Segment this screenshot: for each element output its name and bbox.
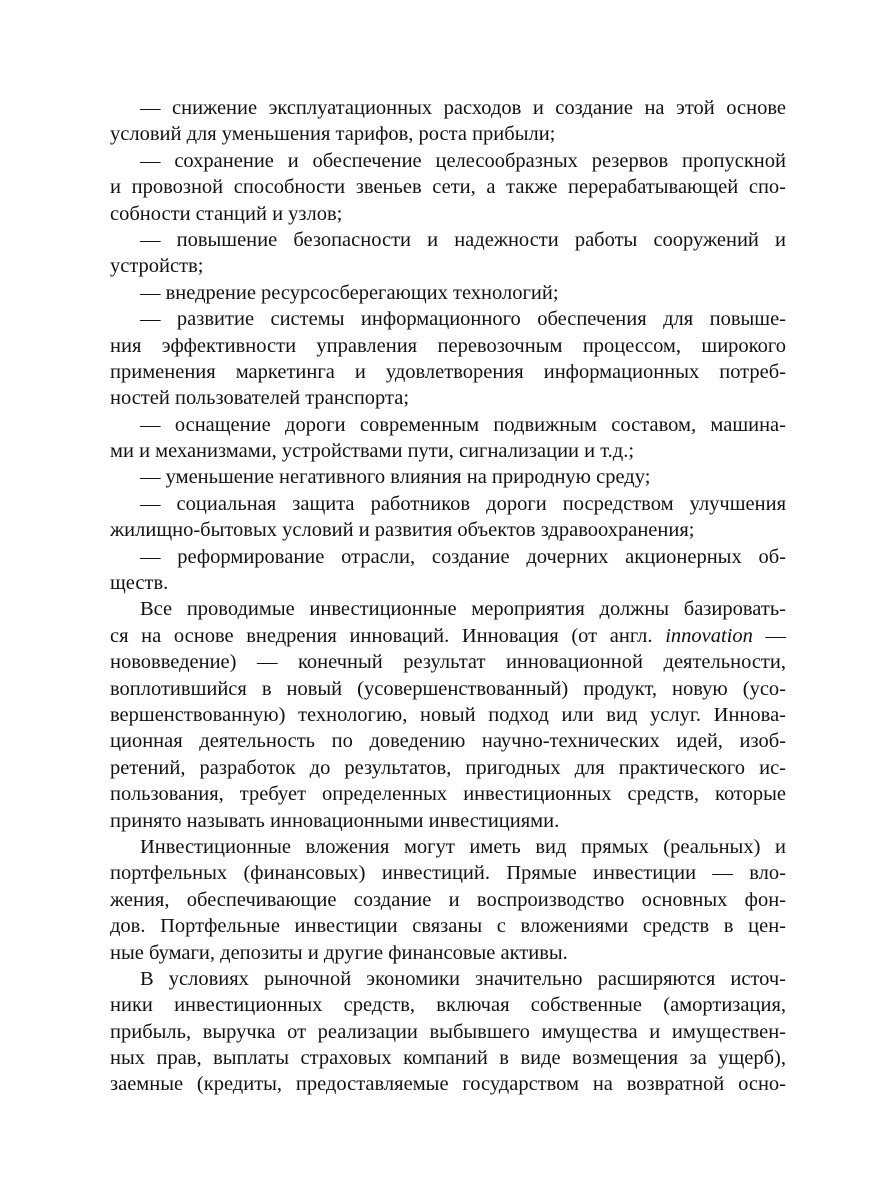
text-line: Инвестиционные вложения могут иметь вид прямых (реальных) и [140,835,786,858]
text-line: — уменьшение негативного влияния на природную среду; [140,466,651,489]
text-line: вершенствованную) технологию, новый подход или вид услуг. Иннова- [110,703,786,726]
text-line: устройств; [110,255,204,278]
document-page [110,95,786,1098]
text-line: собности станций и узлов; [110,202,343,225]
text-line: — реформирование отрасли, создание дочерних акционерных об- [140,545,786,568]
text-line: — внедрение ресурсосберегающих технологий; [140,281,559,304]
text-line: ных прав, выплаты страховых компаний в виде возмещения за ущерб), [110,1047,786,1070]
text-line: портфельных (финансовых) инвестиций. Прямые инвестиции — вло- [110,862,786,885]
text-line: ществ. [110,572,169,595]
text-line: ся на основе внедрения инноваций. Инновация (от англ. innovation — [110,624,787,647]
text-line: ные бумаги, депозиты и другие финансовые активы. [110,941,568,964]
text-line: применения маркетинга и удовлетворения информационных потреб- [110,360,786,383]
text-line: ретений, разработок до результатов, пригодных для практического ис- [110,756,786,779]
text-line: ния эффективности управления перевозочным процессом, широкого [110,334,786,357]
text-line: и провозной способности звеньев сети, а также перерабатывающей спо- [110,176,786,199]
text-line: прибыль, выручка от реализации выбывшего имущества и имуществен- [110,1020,786,1043]
text-line: ники инвестиционных средств, включая собственные (амортизация, [110,994,786,1017]
english-term: innovation [665,624,753,647]
text-line: ционная деятельность по доведению научно-технических идей, изоб- [110,730,786,753]
text-line: В условиях рыночной экономики значительно расширяются источ- [140,967,786,990]
text-line: заемные (кредиты, предоставляемые государством на возвратной осно- [110,1073,786,1096]
text-line: — сохранение и обеспечение целесообразных резервов пропускной [140,149,786,172]
text-line: принято называть инновационными инвестициями. [110,809,560,832]
text-line: воплотившийся в новый (усовершенствованный) продукт, новую (усо- [110,677,786,700]
text-line: Все проводимые инвестиционные мероприятия должны базировать- [140,598,786,621]
text-line: — повышение безопасности и надежности работы сооружений и [140,228,786,251]
text-line: дов. Портфельные инвестиции связаны с вложениями средств в цен- [110,915,786,938]
text-line: — снижение эксплуатационных расходов и создание на этой основе [140,97,786,119]
text-line: ностей пользователей транспорта; [110,387,410,410]
text-line: условий для уменьшения тарифов, роста прибыли; [110,123,556,146]
text-line: жилищно-бытовых условий и развития объектов здравоохранения; [110,519,695,542]
text-line: пользования, требует определенных инвестиционных средств, которые [110,783,786,806]
text-line: — оснащение дороги современным подвижным составом, машина- [140,413,786,436]
text-line: — социальная защита работников дороги посредством улучшения [140,492,786,515]
text-line: жения, обеспечивающие создание и воспроизводство основных фон- [110,888,786,911]
text-line: нововведение) — конечный результат инновационной деятельности, [110,651,786,674]
text-line: — развитие системы информационного обеспечения для повыше- [140,308,786,331]
text-line: ми и механизмами, устройствами пути, сигнализации и т.д.; [110,440,635,463]
